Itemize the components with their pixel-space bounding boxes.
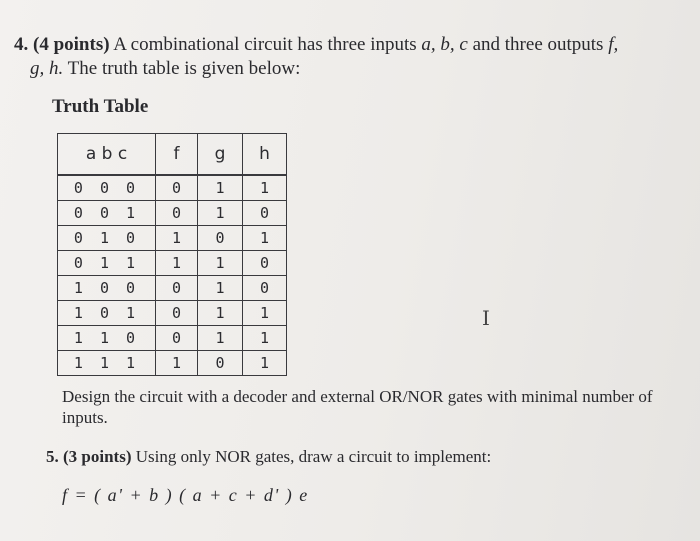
table-row: [58, 226, 287, 251]
truth-table-header-row: [58, 134, 287, 176]
cell-h: 0: [243, 251, 287, 276]
question-5: [46, 447, 491, 467]
cell-h: 1: [243, 301, 287, 326]
text-cursor-icon: I: [482, 306, 490, 330]
truth-table-heading: Truth Table: [52, 96, 149, 117]
table-row: [58, 326, 287, 351]
output-g: g,: [30, 58, 45, 79]
cell-abc: 1 0 0: [58, 276, 156, 301]
cell-abc: 1 1 0: [58, 326, 156, 351]
boolean-formula: f = ( a' + b ) ( a + c + d' ) e: [62, 485, 309, 505]
cell-abc: 0 1 0: [58, 226, 156, 251]
question-5-text: Using only NOR gates, draw a circuit to implement:: [135, 447, 492, 466]
question-4-number: 4.: [14, 34, 29, 55]
input-b: b,: [440, 34, 455, 55]
question-4-outputs-text: and three outputs: [472, 34, 604, 55]
cell-g: 1: [198, 276, 243, 301]
cell-abc: 0 0 0: [58, 175, 156, 201]
cell-g: 1: [198, 251, 243, 276]
table-row: [58, 201, 287, 226]
cell-g: 0: [198, 351, 243, 376]
cell-f: 1: [156, 351, 198, 376]
table-row: [58, 351, 287, 376]
cell-f: 0: [156, 276, 198, 301]
cell-f: 0: [156, 201, 198, 226]
question-4-points: (4 points): [33, 34, 110, 55]
table-row: [58, 175, 287, 201]
table-row: [58, 301, 287, 326]
question-4-line-2: [30, 58, 300, 80]
column-header-abc: a b c: [58, 134, 156, 176]
cell-abc: 0 0 1: [58, 201, 156, 226]
design-instruction: Design the circuit with a decoder and external OR/NOR gates with minimal number of inputs.: [62, 387, 653, 427]
column-header-g: g: [198, 134, 243, 176]
cell-f: 1: [156, 226, 198, 251]
cell-g: 1: [198, 175, 243, 201]
cell-h: 0: [243, 276, 287, 301]
cell-h: 1: [243, 351, 287, 376]
cell-g: 1: [198, 201, 243, 226]
cell-h: 1: [243, 226, 287, 251]
column-header-f: f: [156, 134, 198, 176]
cell-g: 1: [198, 301, 243, 326]
output-f: f,: [608, 34, 619, 55]
table-row: [58, 251, 287, 276]
table-row: [58, 276, 287, 301]
input-a: a,: [421, 34, 436, 55]
question-4-text: A combinational circuit has three inputs: [113, 34, 417, 55]
cell-f: 0: [156, 175, 198, 201]
output-h: h.: [49, 58, 64, 79]
question-5-points: (3 points): [63, 447, 132, 466]
question-5-number: 5.: [46, 447, 59, 466]
cell-f: 0: [156, 326, 198, 351]
cell-h: 0: [243, 201, 287, 226]
cell-abc: 1 0 1: [58, 301, 156, 326]
cell-g: 0: [198, 226, 243, 251]
cell-abc: 0 1 1: [58, 251, 156, 276]
question-4-line-1: [14, 34, 618, 56]
cell-abc: 1 1 1: [58, 351, 156, 376]
cell-h: 1: [243, 326, 287, 351]
question-4-line-2-text: The truth table is given below:: [67, 58, 301, 79]
truth-table: [57, 133, 287, 376]
column-header-h: h: [243, 134, 287, 176]
cell-g: 1: [198, 326, 243, 351]
input-c: c: [459, 34, 468, 55]
cell-h: 1: [243, 175, 287, 201]
cell-f: 0: [156, 301, 198, 326]
cell-f: 1: [156, 251, 198, 276]
